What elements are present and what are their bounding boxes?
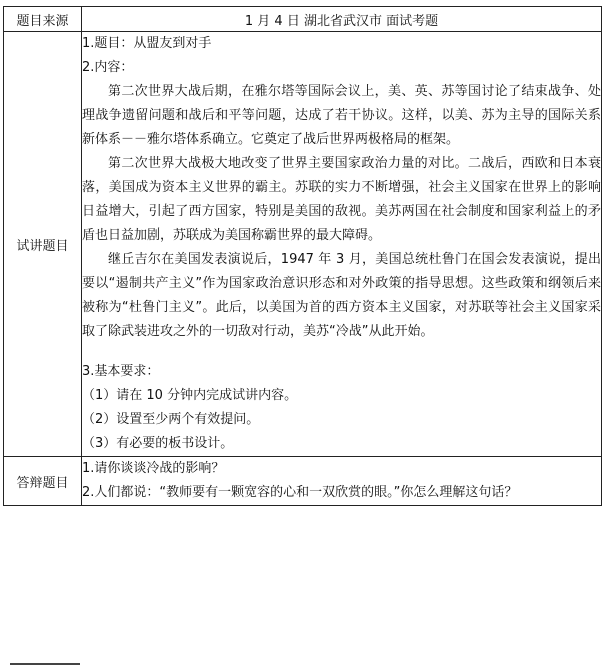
defense-label: 答辩题目 bbox=[4, 457, 82, 506]
topic-line: 1.题目：从盟友到对手 bbox=[82, 36, 212, 51]
content-title: 2.内容： bbox=[82, 60, 134, 75]
content-paragraph: 第二次世界大战极大地改变了世界主要国家政治力量的对比。二战后，西欧和日本衰落，美国成为资本主义世界的霸主。苏联的实力不断增强，社会主义国家在世界上的影响日益增大，引起了西方国家，特别是美国的敌视。美苏两国在社会制度和国家利益上的矛盾也日益加剧，苏联成为美国称霸世界的最大障碍。 bbox=[82, 156, 601, 243]
exam-table bbox=[3, 6, 602, 506]
source-row bbox=[4, 7, 602, 32]
requirements-title: 3.基本要求： bbox=[82, 364, 160, 379]
lecture-row bbox=[4, 32, 602, 457]
defense-content bbox=[82, 457, 602, 506]
defense-row bbox=[4, 457, 602, 506]
cropped-next-line bbox=[10, 659, 100, 669]
question-item: 2.人们都说：“教师要有一颗宽容的心和一双欣赏的眼。”你怎么理解这句话？ bbox=[82, 485, 518, 500]
requirement-item: （3）有必要的板书设计。 bbox=[82, 436, 234, 451]
requirement-item: （2）设置至少两个有效提问。 bbox=[82, 412, 260, 427]
source-value: 1 月 4 日 湖北省武汉市 面试考题 bbox=[82, 7, 602, 32]
lecture-content bbox=[82, 32, 602, 457]
spacer bbox=[82, 344, 601, 360]
requirement-item: （1）请在 10 分钟内完成试讲内容。 bbox=[82, 388, 298, 403]
lecture-label: 试讲题目 bbox=[4, 32, 82, 457]
content-paragraph: 继丘吉尔在美国发表演说后，1947 年 3 月，美国总统杜鲁门在国会发表演说，提出要以“遏制共产主义”作为国家政治意识形态和对外政策的指导思想。这些政策和纲领后来被称为“杜鲁门主义”。此后，以美国为首的西方资本主义国家，对苏联等社会主义国家采取了除武装进攻之外的一切敌对行动，美苏“冷战”从此开始。 bbox=[82, 252, 601, 339]
source-label: 题目来源 bbox=[4, 7, 82, 32]
question-item: 1.请你谈谈冷战的影响？ bbox=[82, 461, 225, 476]
content-paragraph: 第二次世界大战后期，在雅尔塔等国际会议上，美、英、苏等国讨论了结束战争、处理战争遗留问题和战后和平等问题，达成了若干协议。这样，以美、苏为主导的国际关系新体系－－雅尔塔体系确立。它奠定了战后世界两极格局的框架。 bbox=[82, 84, 601, 147]
